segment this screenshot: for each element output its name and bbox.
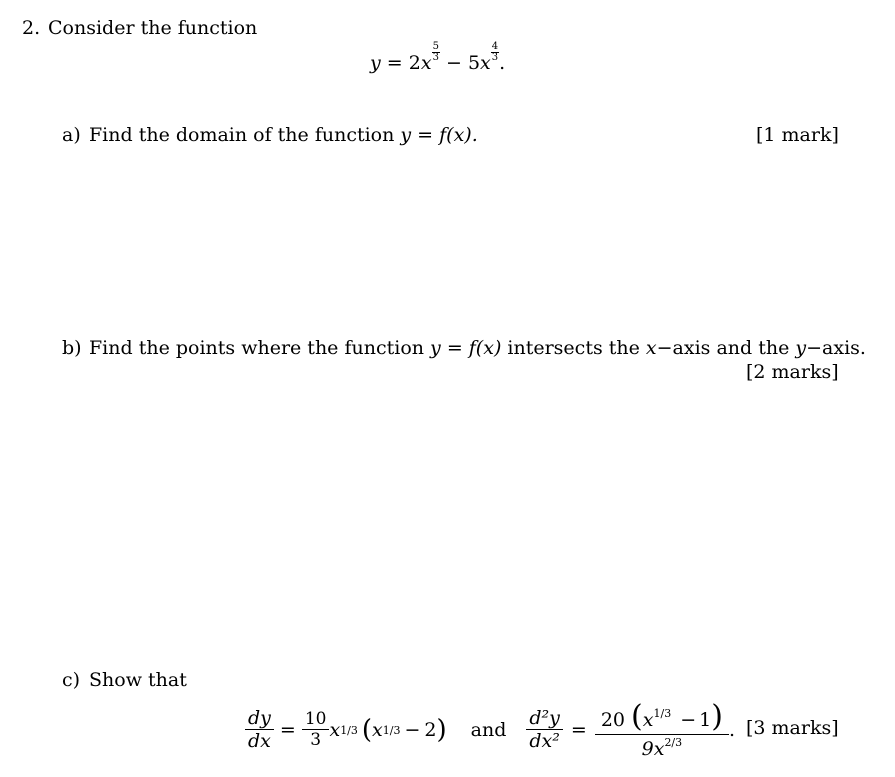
eq-term1-var: x bbox=[420, 52, 432, 74]
rhs2-period: . bbox=[728, 718, 736, 741]
eq-term2-coef: 5 bbox=[467, 52, 481, 74]
part-c-marks: [3 marks] bbox=[746, 717, 839, 739]
rhs2-exp: 1/3 bbox=[653, 706, 672, 720]
and-word: and bbox=[470, 718, 507, 741]
dydx-num: dy bbox=[245, 709, 274, 730]
part-c-label: c) bbox=[62, 669, 81, 691]
rhs2-num-coef: 20 bbox=[600, 708, 625, 731]
dydx-exp1: 1/3 bbox=[340, 723, 358, 737]
part-b-math-2: x bbox=[645, 337, 657, 359]
part-c-formula bbox=[245, 700, 735, 760]
question-number: 2. bbox=[22, 17, 41, 39]
dydx-two: 2 bbox=[424, 718, 437, 741]
dydx-rparen: ) bbox=[436, 715, 447, 745]
coef-num: 10 bbox=[302, 711, 330, 730]
dydx-fraction bbox=[245, 709, 274, 751]
rhs2-den-text: 9x bbox=[641, 737, 665, 760]
question-intro: Consider the function bbox=[48, 17, 258, 39]
part-b-text bbox=[89, 339, 866, 358]
rhs2-rparen: ) bbox=[711, 698, 723, 734]
eq-end: . bbox=[499, 52, 506, 74]
eq-term1-exp-den: 3 bbox=[432, 52, 439, 63]
rhs2-den-exp: 2/3 bbox=[664, 735, 683, 749]
eq-term2-exponent bbox=[491, 42, 499, 63]
dydx-equals: = bbox=[279, 718, 296, 741]
eq-term2-exp-den: 3 bbox=[491, 52, 499, 63]
part-a-question: Find the domain of the function bbox=[89, 124, 395, 146]
eq-term2-exp-num: 4 bbox=[491, 41, 499, 52]
rhs2-lparen: ( bbox=[631, 698, 643, 734]
part-b-text-4: −axis. bbox=[806, 337, 866, 359]
part-a-marks: [1 mark] bbox=[756, 124, 839, 146]
part-c-text: Show that bbox=[89, 669, 187, 691]
rhs2-den bbox=[639, 735, 686, 759]
eq-minus: − bbox=[445, 52, 462, 74]
eq-lhs: y bbox=[370, 52, 381, 74]
part-b-text-1: Find the points where the function bbox=[89, 337, 424, 359]
eq-term1-coef: 2 bbox=[408, 52, 421, 74]
rhs2-minus: − bbox=[680, 708, 697, 731]
part-b-marks: [2 marks] bbox=[746, 361, 839, 383]
dydx-x1: x bbox=[329, 718, 341, 741]
part-b-math-3: y bbox=[795, 337, 807, 359]
d2ydx2-fraction bbox=[526, 709, 563, 751]
eq-term1-exp-num: 5 bbox=[432, 41, 439, 52]
d2ydx2-equals: = bbox=[570, 718, 587, 741]
part-a-label: a) bbox=[62, 124, 81, 146]
rhs2-fraction bbox=[595, 698, 729, 760]
main-equation bbox=[370, 42, 505, 73]
dydx-lparen: ( bbox=[361, 715, 373, 745]
part-a-text bbox=[89, 126, 478, 145]
dydx-den: dx bbox=[248, 730, 271, 752]
rhs2-x: x bbox=[642, 708, 654, 731]
eq-term1-exponent bbox=[432, 42, 440, 63]
dydx-minus: − bbox=[404, 718, 421, 741]
dydx-x2: x bbox=[372, 718, 383, 741]
part-b-text-2: intersects the bbox=[507, 337, 640, 359]
rhs2-num bbox=[595, 698, 729, 735]
d2ydx2-den: dx² bbox=[529, 730, 560, 752]
eq-term2-var: x bbox=[480, 52, 491, 74]
coef-den: 3 bbox=[310, 730, 322, 750]
eq-equals: = bbox=[386, 52, 403, 74]
dydx-exp2: 1/3 bbox=[382, 723, 401, 737]
part-b-text-3: −axis and the bbox=[656, 337, 790, 359]
part-a-math: y = f(x). bbox=[400, 124, 478, 146]
d2ydx2-num: d²y bbox=[526, 709, 563, 730]
coef-fraction bbox=[302, 711, 330, 749]
part-b-label: b) bbox=[62, 337, 82, 359]
part-b-math-1: y = f(x) bbox=[430, 337, 502, 359]
rhs2-one: 1 bbox=[699, 708, 712, 731]
